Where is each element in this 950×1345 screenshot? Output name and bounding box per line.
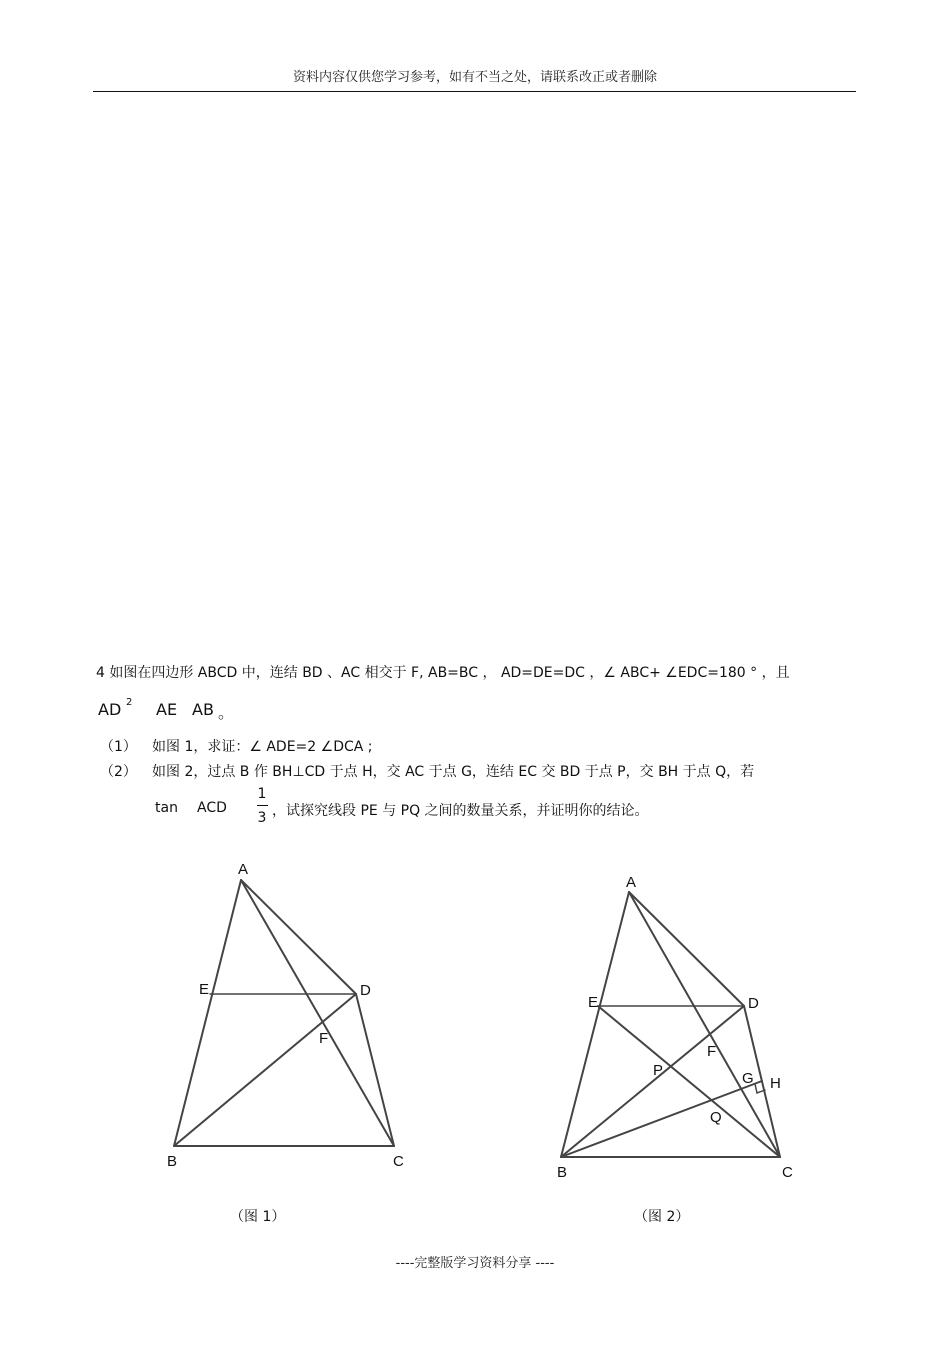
fig2-label-h: H bbox=[770, 1075, 781, 1092]
fig2-segment-da bbox=[629, 892, 744, 1006]
figure-1-labels bbox=[167, 861, 404, 1170]
part-1-text: 如图 1，求证：∠ ADE=2 ∠DCA ; bbox=[152, 739, 373, 755]
part-2-tail: ，试探究线段 PE 与 PQ 之间的数量关系，并证明你的结论。 bbox=[272, 803, 649, 819]
figure-1-lines bbox=[174, 880, 394, 1146]
part-1-number: （1） bbox=[100, 739, 137, 755]
condition-ad: AD bbox=[98, 700, 122, 719]
fraction-numerator: 1 bbox=[257, 786, 267, 802]
fig1-diagonal-ac bbox=[241, 880, 394, 1146]
condition-exponent: 2 bbox=[126, 697, 133, 708]
fig2-label-c: C bbox=[782, 1164, 793, 1181]
condition-ab: AB bbox=[192, 700, 214, 719]
fig2-label-f: F bbox=[707, 1043, 717, 1060]
fig1-label-b: B bbox=[167, 1153, 178, 1170]
fig2-diagonal-bd bbox=[561, 1006, 744, 1157]
fig1-segment-cd bbox=[356, 994, 394, 1146]
fig1-label-c: C bbox=[393, 1153, 404, 1170]
fig2-label-a: A bbox=[626, 874, 637, 891]
condition-ae: AE bbox=[156, 700, 178, 719]
fig2-label-g: G bbox=[742, 1070, 754, 1087]
fig2-diagonal-ac bbox=[629, 892, 780, 1157]
figure-2-lines bbox=[561, 892, 780, 1157]
fig1-label-d: D bbox=[360, 982, 371, 999]
tan-angle: ACD bbox=[197, 800, 227, 816]
fig1-segment-da bbox=[241, 880, 356, 994]
fig1-label-a: A bbox=[238, 861, 249, 878]
figure-2-caption: （图 2） bbox=[634, 1209, 690, 1225]
condition-end: 。 bbox=[218, 703, 235, 722]
figure-1-caption: （图 1） bbox=[230, 1209, 286, 1225]
fig1-label-e: E bbox=[199, 981, 210, 998]
part-2-text: 如图 2，过点 B 作 BH⊥CD 于点 H，交 AC 于点 G，连结 EC 交 BD 于点 P，交 BH 于点 Q，若 bbox=[152, 764, 755, 780]
fig1-label-f: F bbox=[319, 1030, 329, 1047]
page-header: 资料内容仅供您学习参考，如有不当之处，请联系改正或者删除 bbox=[292, 70, 657, 85]
fig2-label-q: Q bbox=[710, 1109, 722, 1126]
fig2-label-p: P bbox=[653, 1062, 664, 1079]
fig2-label-e: E bbox=[588, 994, 599, 1011]
figure-2-labels bbox=[557, 874, 793, 1181]
fig1-diagonal-bd bbox=[174, 994, 356, 1146]
fig2-segment-bh bbox=[561, 1081, 762, 1157]
fraction-denominator: 3 bbox=[257, 810, 267, 826]
tan-label: tan bbox=[155, 800, 178, 816]
fig2-label-b: B bbox=[557, 1164, 568, 1181]
fig1-segment-ab bbox=[174, 880, 241, 1146]
page-footer: ----完整版学习资料分享 ---- bbox=[395, 1256, 555, 1271]
fig2-label-d: D bbox=[748, 995, 759, 1012]
part-2-number: （2） bbox=[100, 764, 137, 780]
problem-line-1: 4 如图在四边形 ABCD 中，连结 BD 、AC 相交于 F, AB=BC ， AD=DE=DC ，∠ ABC+ ∠EDC=180 ° ，且 bbox=[96, 665, 790, 681]
